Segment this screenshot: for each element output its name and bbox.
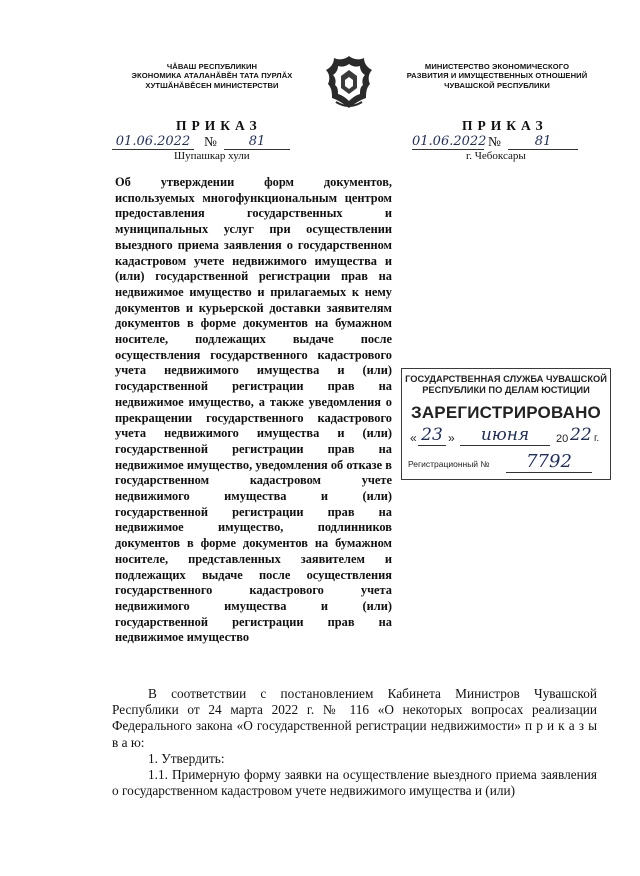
header-right-line2: РАЗВИТИЯ И ИМУЩЕСТВЕННЫХ ОТНОШЕНИЙ xyxy=(406,71,588,81)
order-number-right: 81 xyxy=(508,134,578,150)
order-date-right: 01.06.2022 xyxy=(412,134,487,149)
stamp-open-quote: « xyxy=(410,431,417,445)
stamp-year-suffix: 22 xyxy=(570,425,592,445)
stamp-reg-label: Регистрационный № xyxy=(408,459,490,469)
order-number-sign-left: № xyxy=(204,134,217,149)
stamp-authority xyxy=(402,374,610,396)
header-right-line3: ЧУВАШСКОЙ РЕСПУБЛИКИ xyxy=(444,80,550,90)
order-number-left: 81 xyxy=(224,134,290,150)
stamp-date-row xyxy=(402,425,610,451)
order-date-left: 01.06.2022 xyxy=(112,134,194,150)
order-word-right: ПРИКАЗ xyxy=(462,118,548,133)
header-left-line1: ЧĂВАШ РЕСПУБЛИКИН xyxy=(166,62,258,71)
stamp-reg-row xyxy=(402,451,610,473)
body-paragraph-2: 1. Утвердить: xyxy=(148,751,225,766)
stamp-registered: ЗАРЕГИСТРИРОВАНО xyxy=(410,403,601,422)
coat-of-arms-emblem xyxy=(324,54,374,110)
place-right: г. Чебоксары xyxy=(466,150,526,162)
header-left-line3: ХУТШĂНĂВĔСЕН МИНИСТЕРСТВИ xyxy=(145,80,279,90)
header-right xyxy=(392,62,602,90)
stamp-month: июня xyxy=(460,425,550,446)
stamp-line1: ГОСУДАРСТВЕННАЯ СЛУЖБА ЧУВАШСКОЙ xyxy=(405,374,607,384)
order-number-sign-right: № xyxy=(488,134,501,149)
header-left-line2: ЭКОНОМИКА АТАЛАНĂВĔН ТАТА ПУРЛĂХ xyxy=(131,71,293,81)
stamp-close-quote: » xyxy=(448,431,455,445)
stamp-line2: РЕСПУБЛИКИ ПО ДЕЛАМ ЮСТИЦИИ xyxy=(422,385,590,395)
stamp-reg-number: 7792 xyxy=(506,451,592,473)
order-word-left: ПРИКАЗ xyxy=(176,118,262,133)
stamp-day: 23 xyxy=(418,425,446,446)
document-title: Об утверждении форм документов, используемых многофункциональным центром предоставления государственных и муниципальных услуг при осуществлении выездного приема заявления о государственном кадастровом учете недвижимого имущества и (или) государственной регистрации прав на недвижимое имущество и прилагаемых к нему документов и курьерской доставки заявителям документов в форме документов на бумажном носителе, подлежащих выдаче после осуществления государственного кадастрового учета недвижимого имущества и (или) государственной регистрации прав на недвижимое имущество, а также уведомления о прекращении государственного кадастрового учета недвижимого имущества и (или) государственной регистрации прав на недвижимое имущество, уведомления об отказе в государственном кадастровом учете недвижимого имущества и (или) государственной регистрации прав на недвижимое имущество, подлинников документов в форме документов на бумажном носителе, представленных заявителем и подлежащих выдаче после осуществления государственного кадастрового учета недвижимого имущества и (или) государственной регистрации прав на недвижимое имущество xyxy=(115,175,392,645)
registration-stamp xyxy=(401,368,611,480)
header-left xyxy=(112,62,312,90)
stamp-year-prefix: 20 xyxy=(556,433,569,445)
place-left: Шупашкар хули xyxy=(174,150,250,162)
stamp-year-label: г. xyxy=(594,433,600,444)
body-paragraph-1: В соответствии с постановлением Кабинета Министров Чувашской Республики от 24 марта 2022 г. № 116 «О некоторых вопросах реализации Федерального закона «О государственной регистрации недвижимости» п р и к а з ы в а ю: xyxy=(112,686,597,750)
header-right-line1: МИНИСТЕРСТВО ЭКОНОМИЧЕСКОГО xyxy=(424,62,570,71)
body-paragraph-3: 1.1. Примерную форму заявки на осуществление выездного приема заявления о государственном кадастровом учете недвижимого имущества и (или) xyxy=(112,767,597,799)
